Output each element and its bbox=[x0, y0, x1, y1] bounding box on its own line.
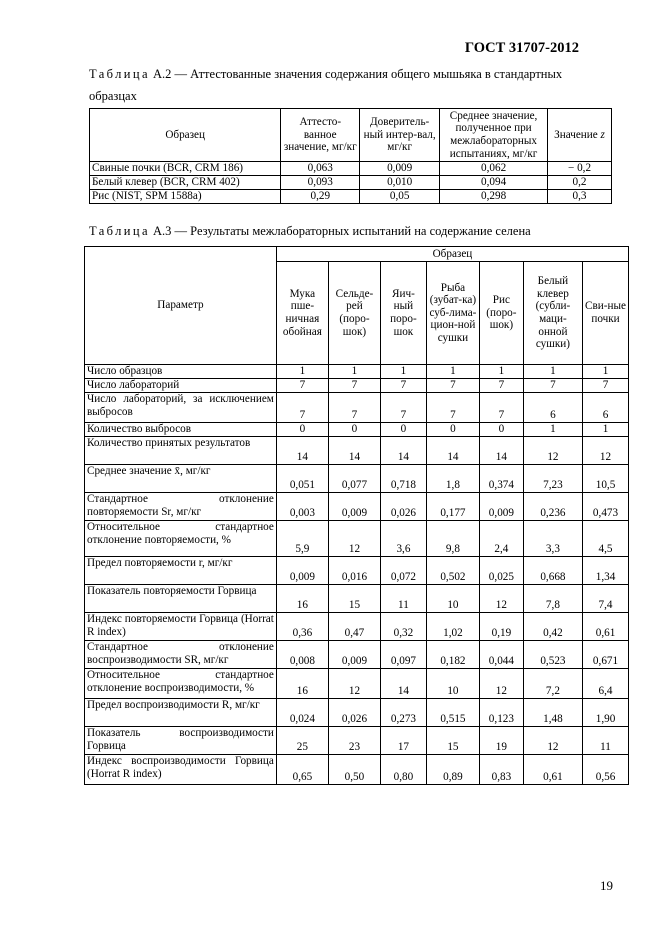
table-cell: 7 bbox=[479, 393, 523, 423]
column-header: Образец bbox=[90, 109, 281, 162]
table-row bbox=[85, 393, 629, 423]
table-row bbox=[85, 437, 629, 465]
table-cell: 0 bbox=[276, 423, 328, 437]
table-cell: 2,4 bbox=[479, 521, 523, 557]
table-cell: 0,61 bbox=[523, 755, 582, 785]
table-cell: 1 bbox=[583, 423, 629, 437]
table-cell: 7,23 bbox=[523, 465, 582, 493]
table-cell: 11 bbox=[583, 727, 629, 755]
row-label: Стандартное отклонение воспроизводимости SR, мг/кг bbox=[85, 641, 277, 669]
table-cell: 1 bbox=[328, 365, 380, 379]
table-cell: 0,009 bbox=[479, 493, 523, 521]
table-cell: 0,025 bbox=[479, 557, 523, 585]
table-cell: 23 bbox=[328, 727, 380, 755]
table-cell: 3,6 bbox=[380, 521, 426, 557]
table-row bbox=[90, 190, 612, 204]
table-row bbox=[90, 176, 612, 190]
table-cell: 0,473 bbox=[583, 493, 629, 521]
table-cell: 7 bbox=[426, 379, 479, 393]
table-label: Таблица bbox=[89, 67, 150, 81]
table-cell: 3,3 bbox=[523, 521, 582, 557]
table-a3-caption bbox=[89, 224, 531, 239]
table-cell: 0,2 bbox=[548, 176, 612, 190]
column-header: Аттесто-ванное значение, мг/кг bbox=[281, 109, 360, 162]
table-cell: 0,009 bbox=[328, 641, 380, 669]
table-cell: 1 bbox=[276, 365, 328, 379]
table-cell: 0,026 bbox=[328, 699, 380, 727]
table-cell: − 0,2 bbox=[548, 162, 612, 176]
row-label: Индекс воспроизводимости Горвица (Horrat R index) bbox=[85, 755, 277, 785]
table-cell: 0,093 bbox=[281, 176, 360, 190]
column-header: Значение z bbox=[548, 109, 612, 162]
table-cell: 12 bbox=[328, 521, 380, 557]
table-row bbox=[85, 365, 629, 379]
table-cell: 7,2 bbox=[523, 669, 582, 699]
table-cell: 0,094 bbox=[440, 176, 548, 190]
table-cell: 6 bbox=[583, 393, 629, 423]
table-cell: 7 bbox=[479, 379, 523, 393]
table-cell: 1,8 bbox=[426, 465, 479, 493]
table-row bbox=[85, 521, 629, 557]
table-cell: 0,051 bbox=[276, 465, 328, 493]
table-cell: 11 bbox=[380, 585, 426, 613]
table-cell: 7,8 bbox=[523, 585, 582, 613]
sample-header: Рыба (зубат-ка) суб-лима-цион-ной сушки bbox=[426, 262, 479, 365]
table-cell: 0,47 bbox=[328, 613, 380, 641]
row-label: Показатель повторяемости Горвица bbox=[85, 585, 277, 613]
table-cell: 7 bbox=[276, 393, 328, 423]
row-label: Свиные почки (BCR, CRM 186) bbox=[90, 162, 281, 176]
row-label: Количество выбросов bbox=[85, 423, 277, 437]
table-cell: 0,668 bbox=[523, 557, 582, 585]
table-row bbox=[85, 379, 629, 393]
row-label: Показатель воспроизводимости Горвица bbox=[85, 727, 277, 755]
table-row bbox=[85, 465, 629, 493]
table-row bbox=[85, 699, 629, 727]
table-cell: 12 bbox=[523, 727, 582, 755]
table-cell: 7 bbox=[328, 379, 380, 393]
table-cell: 0,097 bbox=[380, 641, 426, 669]
table-cell: 0,50 bbox=[328, 755, 380, 785]
table-cell: 0,36 bbox=[276, 613, 328, 641]
table-cell: 1 bbox=[426, 365, 479, 379]
table-cell: 1,48 bbox=[523, 699, 582, 727]
row-label: Относительное стандартное отклонение воспроизводимости, % bbox=[85, 669, 277, 699]
document-standard-header: ГОСТ 31707-2012 bbox=[464, 40, 579, 56]
table-cell: 0 bbox=[328, 423, 380, 437]
table-cell: 12 bbox=[523, 437, 582, 465]
table-cell: 1 bbox=[583, 365, 629, 379]
table-cell: 0 bbox=[479, 423, 523, 437]
table-cell: 16 bbox=[276, 669, 328, 699]
table-cell: 0,83 bbox=[479, 755, 523, 785]
table-cell: 0,502 bbox=[426, 557, 479, 585]
table-cell: 0,063 bbox=[281, 162, 360, 176]
table-row bbox=[85, 669, 629, 699]
table-cell: 1 bbox=[380, 365, 426, 379]
table-cell: 7 bbox=[328, 393, 380, 423]
table-cell: 0,182 bbox=[426, 641, 479, 669]
row-label: Индекс повторяемости Горвица (Horrat R index) bbox=[85, 613, 277, 641]
table-row bbox=[85, 641, 629, 669]
table-cell: 7 bbox=[523, 379, 582, 393]
table-cell: 0,523 bbox=[523, 641, 582, 669]
table-cell: 0,044 bbox=[479, 641, 523, 669]
table-cell: 25 bbox=[276, 727, 328, 755]
table-cell: 0,374 bbox=[479, 465, 523, 493]
table-cell: 6 bbox=[523, 393, 582, 423]
table-cell: 0,072 bbox=[380, 557, 426, 585]
table-row bbox=[85, 557, 629, 585]
table-label: Таблица bbox=[89, 224, 150, 238]
table-cell: 7 bbox=[583, 379, 629, 393]
table-cell: 0,009 bbox=[328, 493, 380, 521]
table-cell: 0,236 bbox=[523, 493, 582, 521]
table-row bbox=[85, 727, 629, 755]
table-cell: 19 bbox=[479, 727, 523, 755]
table-cell: 0,89 bbox=[426, 755, 479, 785]
column-header: Доверитель-ный интер-вал, мг/кг bbox=[360, 109, 440, 162]
row-label: Рис (NIST, SPM 1588a) bbox=[90, 190, 281, 204]
table-cell: 14 bbox=[426, 437, 479, 465]
table-a2-caption bbox=[89, 63, 609, 107]
sample-group-header: Образец bbox=[276, 247, 628, 262]
table-cell: 6,4 bbox=[583, 669, 629, 699]
table-cell: 0,515 bbox=[426, 699, 479, 727]
table-row bbox=[85, 613, 629, 641]
table-cell: 0,016 bbox=[328, 557, 380, 585]
sample-header: Мука пше-ничная обойная bbox=[276, 262, 328, 365]
sample-header: Рис (поро-шок) bbox=[479, 262, 523, 365]
page-number: 19 bbox=[600, 878, 613, 893]
table-cell: 14 bbox=[328, 437, 380, 465]
table-cell: 1,34 bbox=[583, 557, 629, 585]
table-cell: 0 bbox=[380, 423, 426, 437]
table-cell: 0,123 bbox=[479, 699, 523, 727]
table-cell: 0,29 bbox=[281, 190, 360, 204]
table-cell: 0,65 bbox=[276, 755, 328, 785]
row-label: Предел повторяемости r, мг/кг bbox=[85, 557, 277, 585]
table-cell: 0,671 bbox=[583, 641, 629, 669]
table-cell: 1 bbox=[523, 423, 582, 437]
table-cell: 0,003 bbox=[276, 493, 328, 521]
param-header: Параметр bbox=[85, 247, 277, 365]
sample-header: Сельде-рей (поро-шок) bbox=[328, 262, 380, 365]
table-cell: 0,56 bbox=[583, 755, 629, 785]
table-cell: 7 bbox=[380, 393, 426, 423]
row-label: Белый клевер (BCR, CRM 402) bbox=[90, 176, 281, 190]
table-cell: 1,02 bbox=[426, 613, 479, 641]
table-a3 bbox=[84, 246, 629, 785]
table-cell: 0,05 bbox=[360, 190, 440, 204]
table-cell: 7,4 bbox=[583, 585, 629, 613]
table-cell: 0,273 bbox=[380, 699, 426, 727]
table-row bbox=[85, 755, 629, 785]
row-label: Число лабораторий, за исключением выбросов bbox=[85, 393, 277, 423]
table-row bbox=[90, 162, 612, 176]
table-cell: 0,32 bbox=[380, 613, 426, 641]
row-label: Количество принятых результатов bbox=[85, 437, 277, 465]
table-cell: 7 bbox=[380, 379, 426, 393]
table-cell: 0,062 bbox=[440, 162, 548, 176]
table-cell: 12 bbox=[479, 669, 523, 699]
table-caption-text: А.2 — Аттестованные значения содержания общего мышьяка в стандартных образцах bbox=[89, 67, 563, 103]
table-cell: 0,298 bbox=[440, 190, 548, 204]
table-cell: 14 bbox=[380, 437, 426, 465]
table-cell: 7 bbox=[426, 393, 479, 423]
table-cell: 1 bbox=[479, 365, 523, 379]
table-cell: 15 bbox=[426, 727, 479, 755]
table-cell: 12 bbox=[583, 437, 629, 465]
table-cell: 7 bbox=[276, 379, 328, 393]
row-label: Стандартное отклонение повторяемости Sr, мг/кг bbox=[85, 493, 277, 521]
table-cell: 0,61 bbox=[583, 613, 629, 641]
table-cell: 17 bbox=[380, 727, 426, 755]
table-cell: 12 bbox=[328, 669, 380, 699]
table-cell: 10 bbox=[426, 669, 479, 699]
table-cell: 0,024 bbox=[276, 699, 328, 727]
table-cell: 0,010 bbox=[360, 176, 440, 190]
table-cell: 10,5 bbox=[583, 465, 629, 493]
table-cell: 0,80 bbox=[380, 755, 426, 785]
table-cell: 14 bbox=[276, 437, 328, 465]
table-cell: 0,009 bbox=[360, 162, 440, 176]
row-label: Относительное стандартное отклонение повторяемости, % bbox=[85, 521, 277, 557]
table-cell: 0,009 bbox=[276, 557, 328, 585]
table-a2 bbox=[89, 108, 612, 204]
row-label: Число образцов bbox=[85, 365, 277, 379]
table-cell: 0,3 bbox=[548, 190, 612, 204]
column-header: Среднее значение, полученное при межлабораторных испытаниях, мг/кг bbox=[440, 109, 548, 162]
sample-header: Белый клевер (субли-маци-онной сушки) bbox=[523, 262, 582, 365]
table-cell: 0,19 bbox=[479, 613, 523, 641]
table-cell: 14 bbox=[479, 437, 523, 465]
table-cell: 0,718 bbox=[380, 465, 426, 493]
table-cell: 0,026 bbox=[380, 493, 426, 521]
table-cell: 0,42 bbox=[523, 613, 582, 641]
table-header-row bbox=[90, 109, 612, 162]
table-cell: 0,077 bbox=[328, 465, 380, 493]
table-cell: 12 bbox=[479, 585, 523, 613]
table-cell: 1 bbox=[523, 365, 582, 379]
sample-header: Сви-ные почки bbox=[583, 262, 629, 365]
sample-header: Яич-ный поро-шок bbox=[380, 262, 426, 365]
table-cell: 10 bbox=[426, 585, 479, 613]
table-header-row bbox=[85, 247, 629, 262]
row-label: Среднее значение x̄, мг/кг bbox=[85, 465, 277, 493]
row-label: Число лабораторий bbox=[85, 379, 277, 393]
table-cell: 1,90 bbox=[583, 699, 629, 727]
table-cell: 15 bbox=[328, 585, 380, 613]
table-cell: 0,177 bbox=[426, 493, 479, 521]
table-cell: 4,5 bbox=[583, 521, 629, 557]
table-cell: 0,008 bbox=[276, 641, 328, 669]
table-cell: 5,9 bbox=[276, 521, 328, 557]
table-caption-text: А.3 — Результаты межлабораторных испытаний на содержание селена bbox=[153, 224, 531, 238]
table-cell: 16 bbox=[276, 585, 328, 613]
table-row bbox=[85, 423, 629, 437]
table-cell: 9,8 bbox=[426, 521, 479, 557]
table-row bbox=[85, 493, 629, 521]
table-cell: 14 bbox=[380, 669, 426, 699]
table-cell: 0 bbox=[426, 423, 479, 437]
table-row bbox=[85, 585, 629, 613]
row-label: Предел воспроизводимости R, мг/кг bbox=[85, 699, 277, 727]
